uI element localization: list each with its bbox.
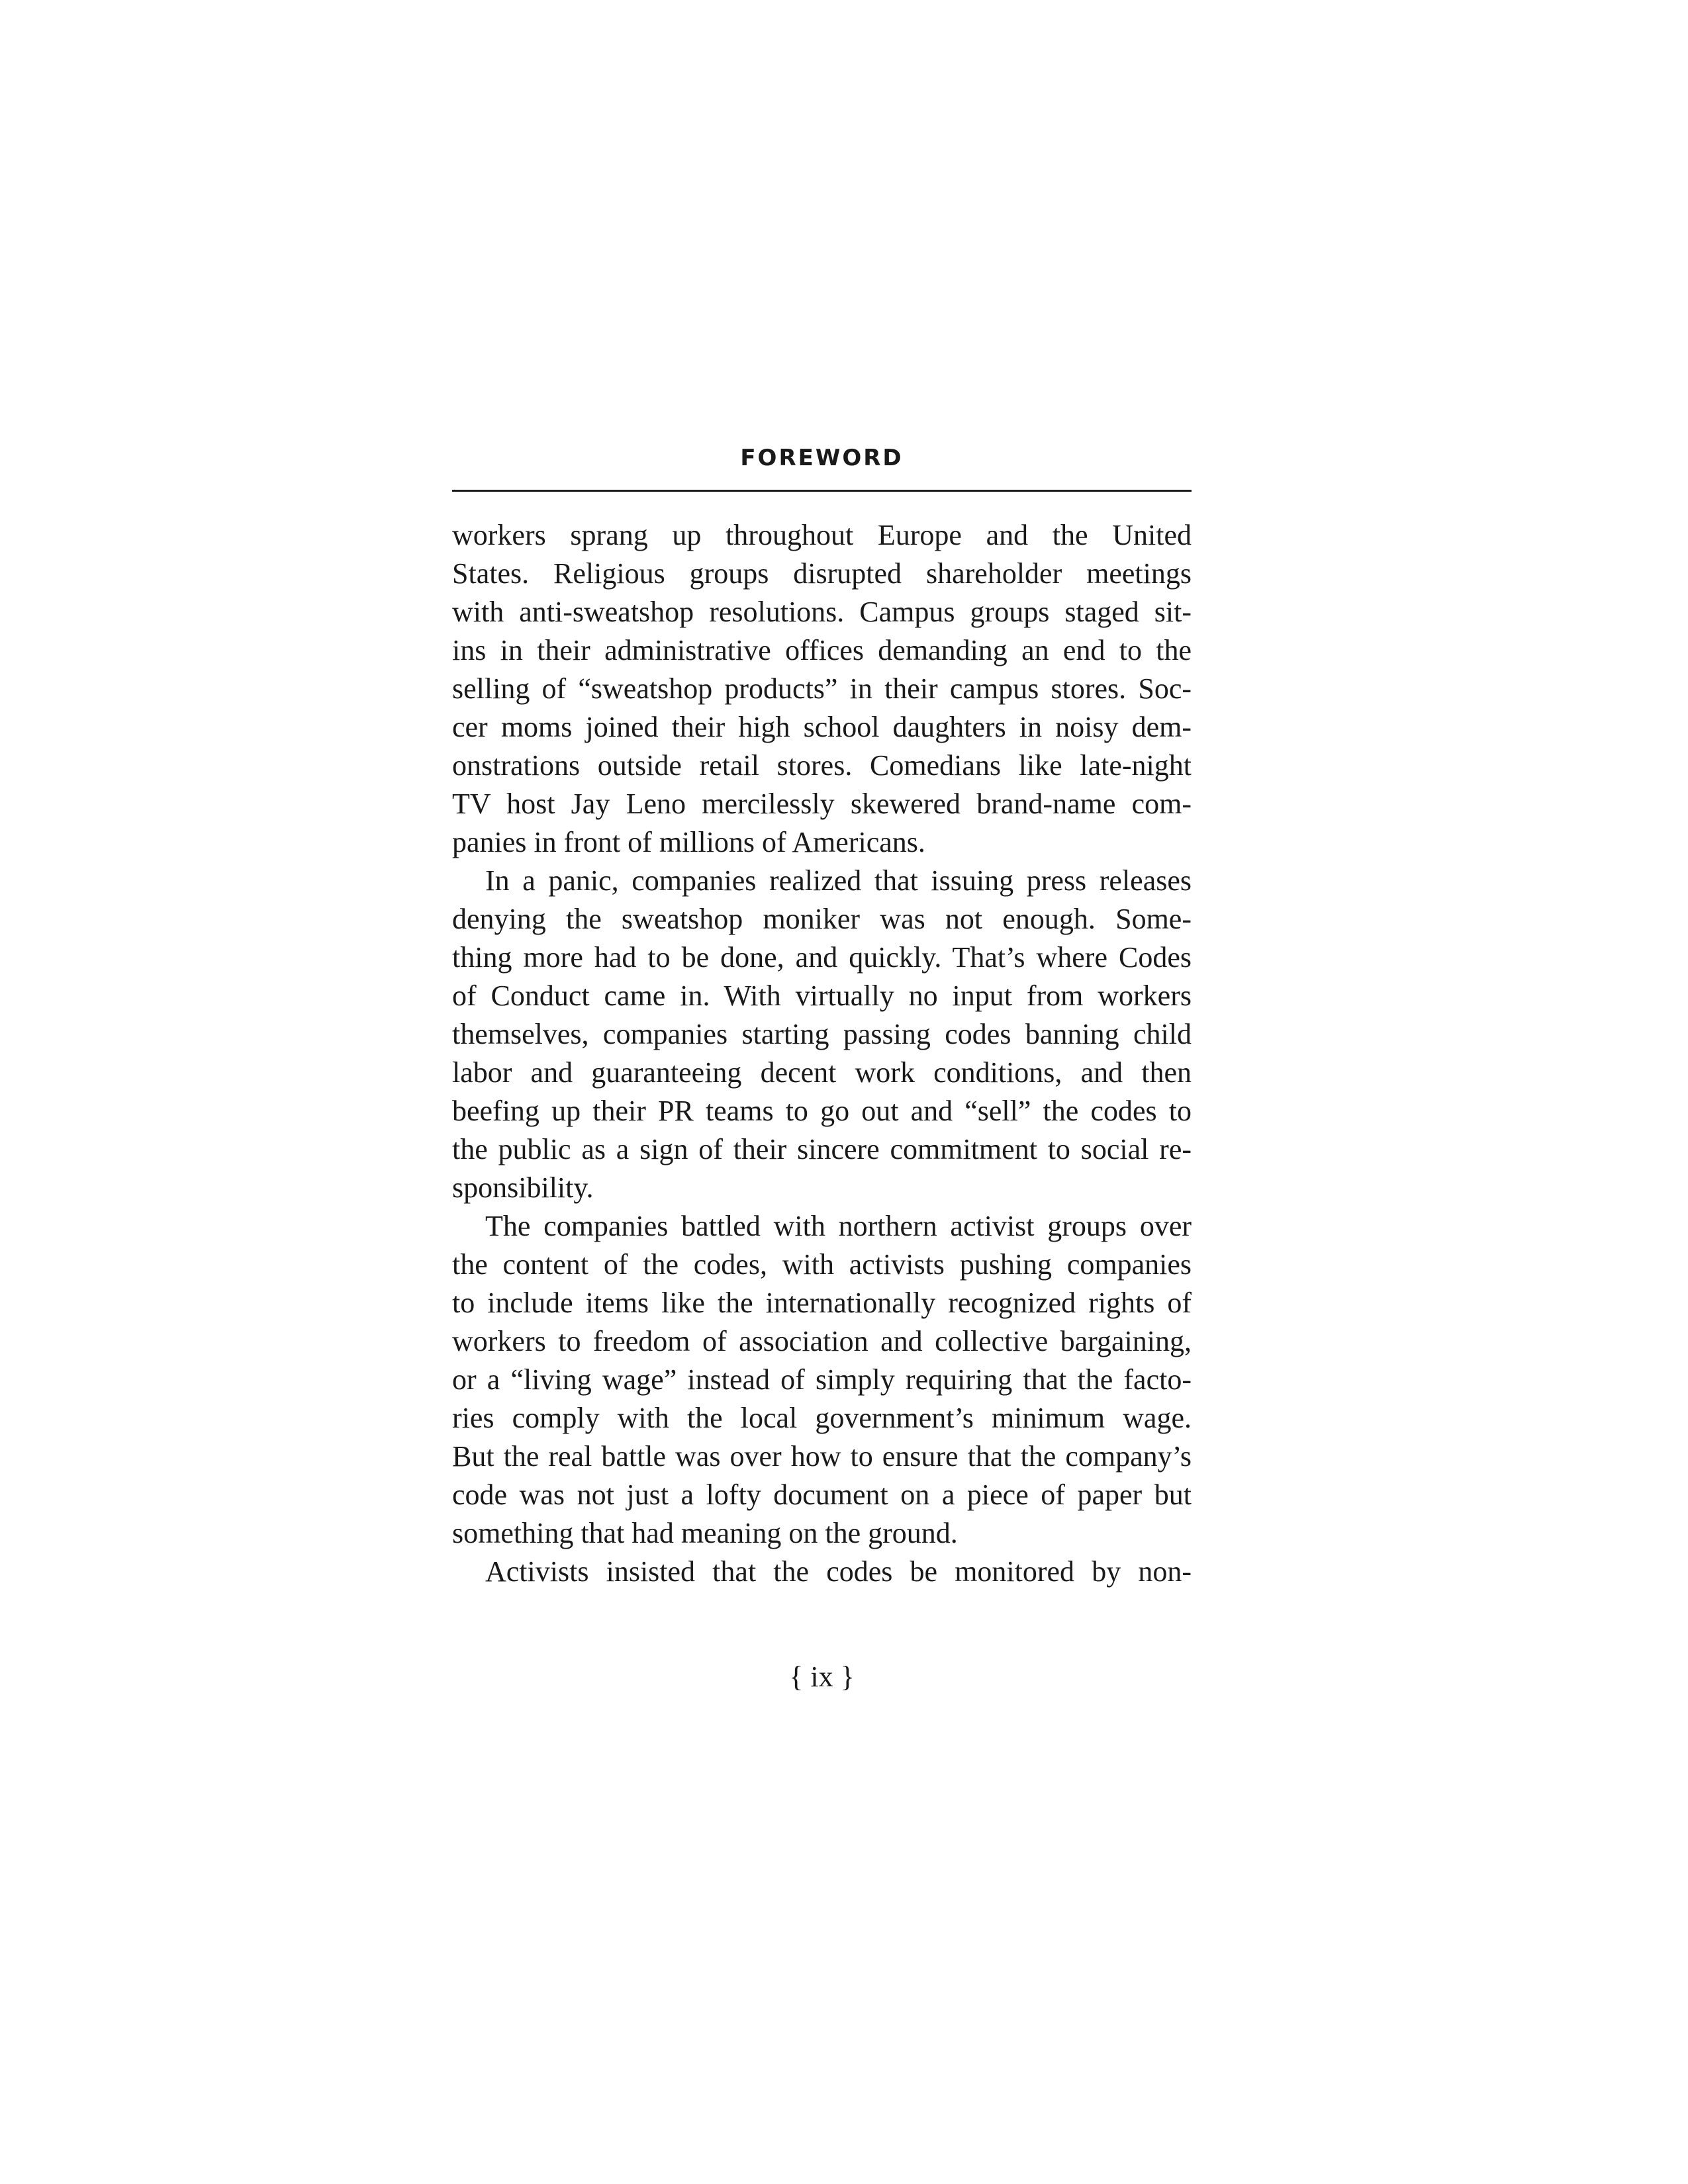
text-line: workers sprang up throughout Europe and the United bbox=[452, 519, 1192, 551]
text-line: panies in front of millions of Americans. bbox=[452, 826, 925, 858]
text-line: selling of “sweatshop products” in their campus stores. Soc- bbox=[452, 672, 1192, 705]
text-line: workers to freedom of association and collective bargaining, bbox=[452, 1325, 1192, 1357]
text-line: ins in their administrative offices demanding an end to the bbox=[452, 634, 1192, 666]
text-line: thing more had to be done, and quickly. That’s where Codes bbox=[452, 941, 1192, 974]
text-line: sponsibility. bbox=[452, 1171, 594, 1204]
text-line: But the real battle was over how to ensure that the company’s bbox=[452, 1440, 1192, 1473]
text-line: States. Religious groups disrupted shareholder meetings bbox=[452, 557, 1192, 590]
text-line: something that had meaning on the ground. bbox=[452, 1517, 958, 1549]
text-line: TV host Jay Leno mercilessly skewered brand-name com- bbox=[452, 788, 1192, 820]
text-line: labor and guaranteeing decent work conditions, and then bbox=[452, 1056, 1192, 1089]
text-line: code was not just a lofty document on a piece of paper but bbox=[452, 1479, 1192, 1511]
text-line: In a panic, companies realized that issuing press releases bbox=[485, 864, 1192, 897]
body-text bbox=[452, 516, 1192, 1591]
text-line: themselves, companies starting passing codes banning child bbox=[452, 1018, 1192, 1050]
text-line: with anti-sweatshop resolutions. Campus groups staged sit- bbox=[452, 596, 1192, 628]
text-line: to include items like the internationally recognized rights of bbox=[452, 1287, 1192, 1319]
text-line: of Conduct came in. With virtually no input from workers bbox=[452, 979, 1192, 1012]
text-line: The companies battled with northern activist groups over bbox=[485, 1210, 1192, 1242]
text-line: or a “living wage” instead of simply requiring that the facto- bbox=[452, 1363, 1192, 1396]
text-line: beefing up their PR teams to go out and “sell” the codes to bbox=[452, 1095, 1192, 1127]
text-line: the public as a sign of their sincere commitment to social re- bbox=[452, 1133, 1192, 1165]
header-rule bbox=[452, 490, 1192, 492]
text-line: the content of the codes, with activists pushing companies bbox=[452, 1248, 1192, 1281]
text-line: onstrations outside retail stores. Comedians like late-night bbox=[452, 749, 1192, 782]
text-line: denying the sweatshop moniker was not enough. Some- bbox=[452, 903, 1192, 935]
running-head: FOREWORD bbox=[740, 445, 904, 471]
text-line: cer moms joined their high school daughters in noisy dem- bbox=[452, 711, 1192, 743]
text-line: ries comply with the local government’s minimum wage. bbox=[452, 1402, 1192, 1434]
text-line: Activists insisted that the codes be monitored by non- bbox=[485, 1555, 1192, 1588]
page-number: { ix } bbox=[789, 1661, 855, 1693]
